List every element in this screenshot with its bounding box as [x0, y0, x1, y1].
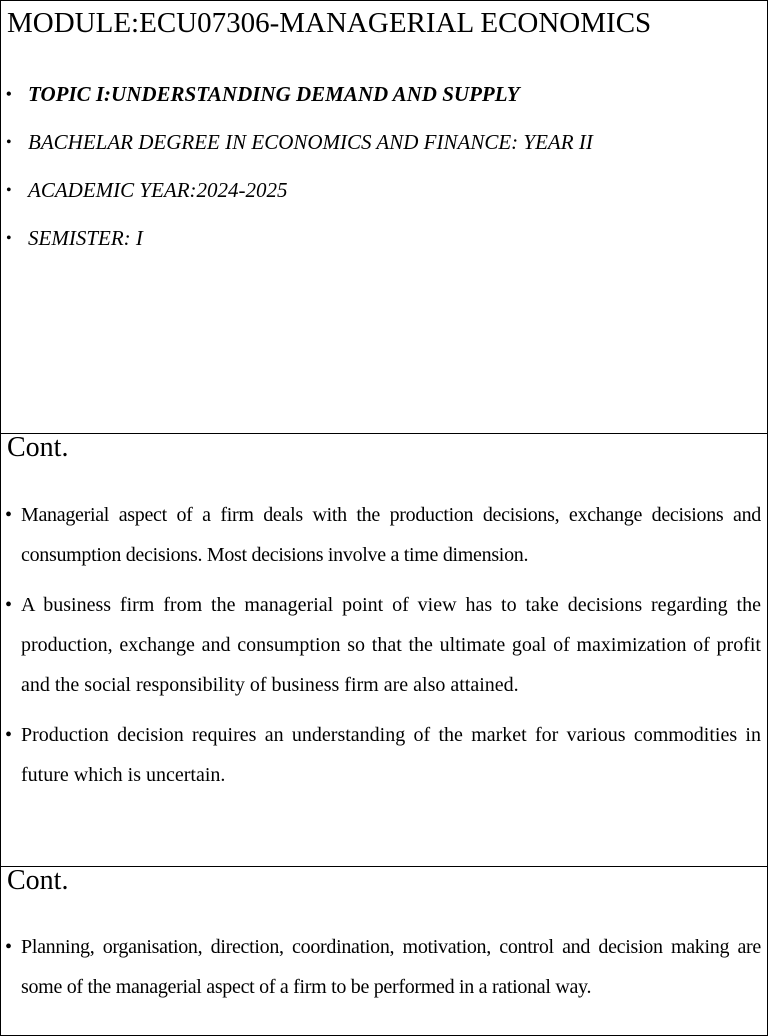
list-item: [1, 585, 767, 705]
list-item: [1, 225, 767, 273]
list-item: [1, 715, 767, 795]
bullet-icon: •: [6, 182, 12, 199]
list-item: [1, 495, 767, 575]
bullet-list: [1, 81, 767, 273]
slide-title: Cont.: [7, 866, 69, 896]
slide-2: [0, 433, 768, 867]
list-item: [1, 129, 767, 177]
list-item: [1, 177, 767, 225]
bullet-icon: •: [6, 134, 12, 151]
slide-title: Cont.: [7, 433, 69, 463]
slide-title: MODULE:ECU07306-MANAGERIAL ECONOMICS: [7, 7, 652, 39]
slide-1: [0, 0, 768, 434]
degree-text: BACHELAR DEGREE IN ECONOMICS AND FINANCE: YEAR II: [28, 130, 593, 154]
bullet-icon: •: [5, 724, 13, 746]
academic-year-text: ACADEMIC YEAR:2024-2025: [28, 178, 288, 202]
bullet-list: [1, 495, 767, 805]
list-item-text: A business firm from the managerial point of view has to take decisions regarding the production, exchange and consumption so that the ultimate goal of maximization of profit and the social responsibility of business firm are also attained.: [21, 594, 761, 696]
list-item-text: Production decision requires an understanding of the market for various commodities in future which is uncertain.: [21, 724, 761, 786]
list-item: [1, 81, 767, 129]
list-item-text: Planning, organisation, direction, coordination, motivation, control and decision making are some of the managerial aspect of a firm to be performed in a rational way.: [21, 936, 761, 998]
slide-3: [0, 866, 768, 1036]
bullet-icon: •: [6, 86, 12, 103]
list-item: [1, 927, 767, 1007]
topic-text: TOPIC I:UNDERSTANDING DEMAND AND SUPPLY: [28, 82, 520, 106]
bullet-icon: •: [5, 936, 12, 958]
bullet-icon: •: [5, 504, 12, 526]
list-item-text: Managerial aspect of a firm deals with the production decisions, exchange decisions and consumption decisions. Most decisions involve a time dimension.: [21, 504, 761, 566]
bullet-icon: •: [6, 230, 12, 247]
semester-text: SEMISTER: I: [28, 226, 143, 250]
bullet-list: [1, 927, 767, 1017]
bullet-icon: •: [5, 594, 13, 616]
